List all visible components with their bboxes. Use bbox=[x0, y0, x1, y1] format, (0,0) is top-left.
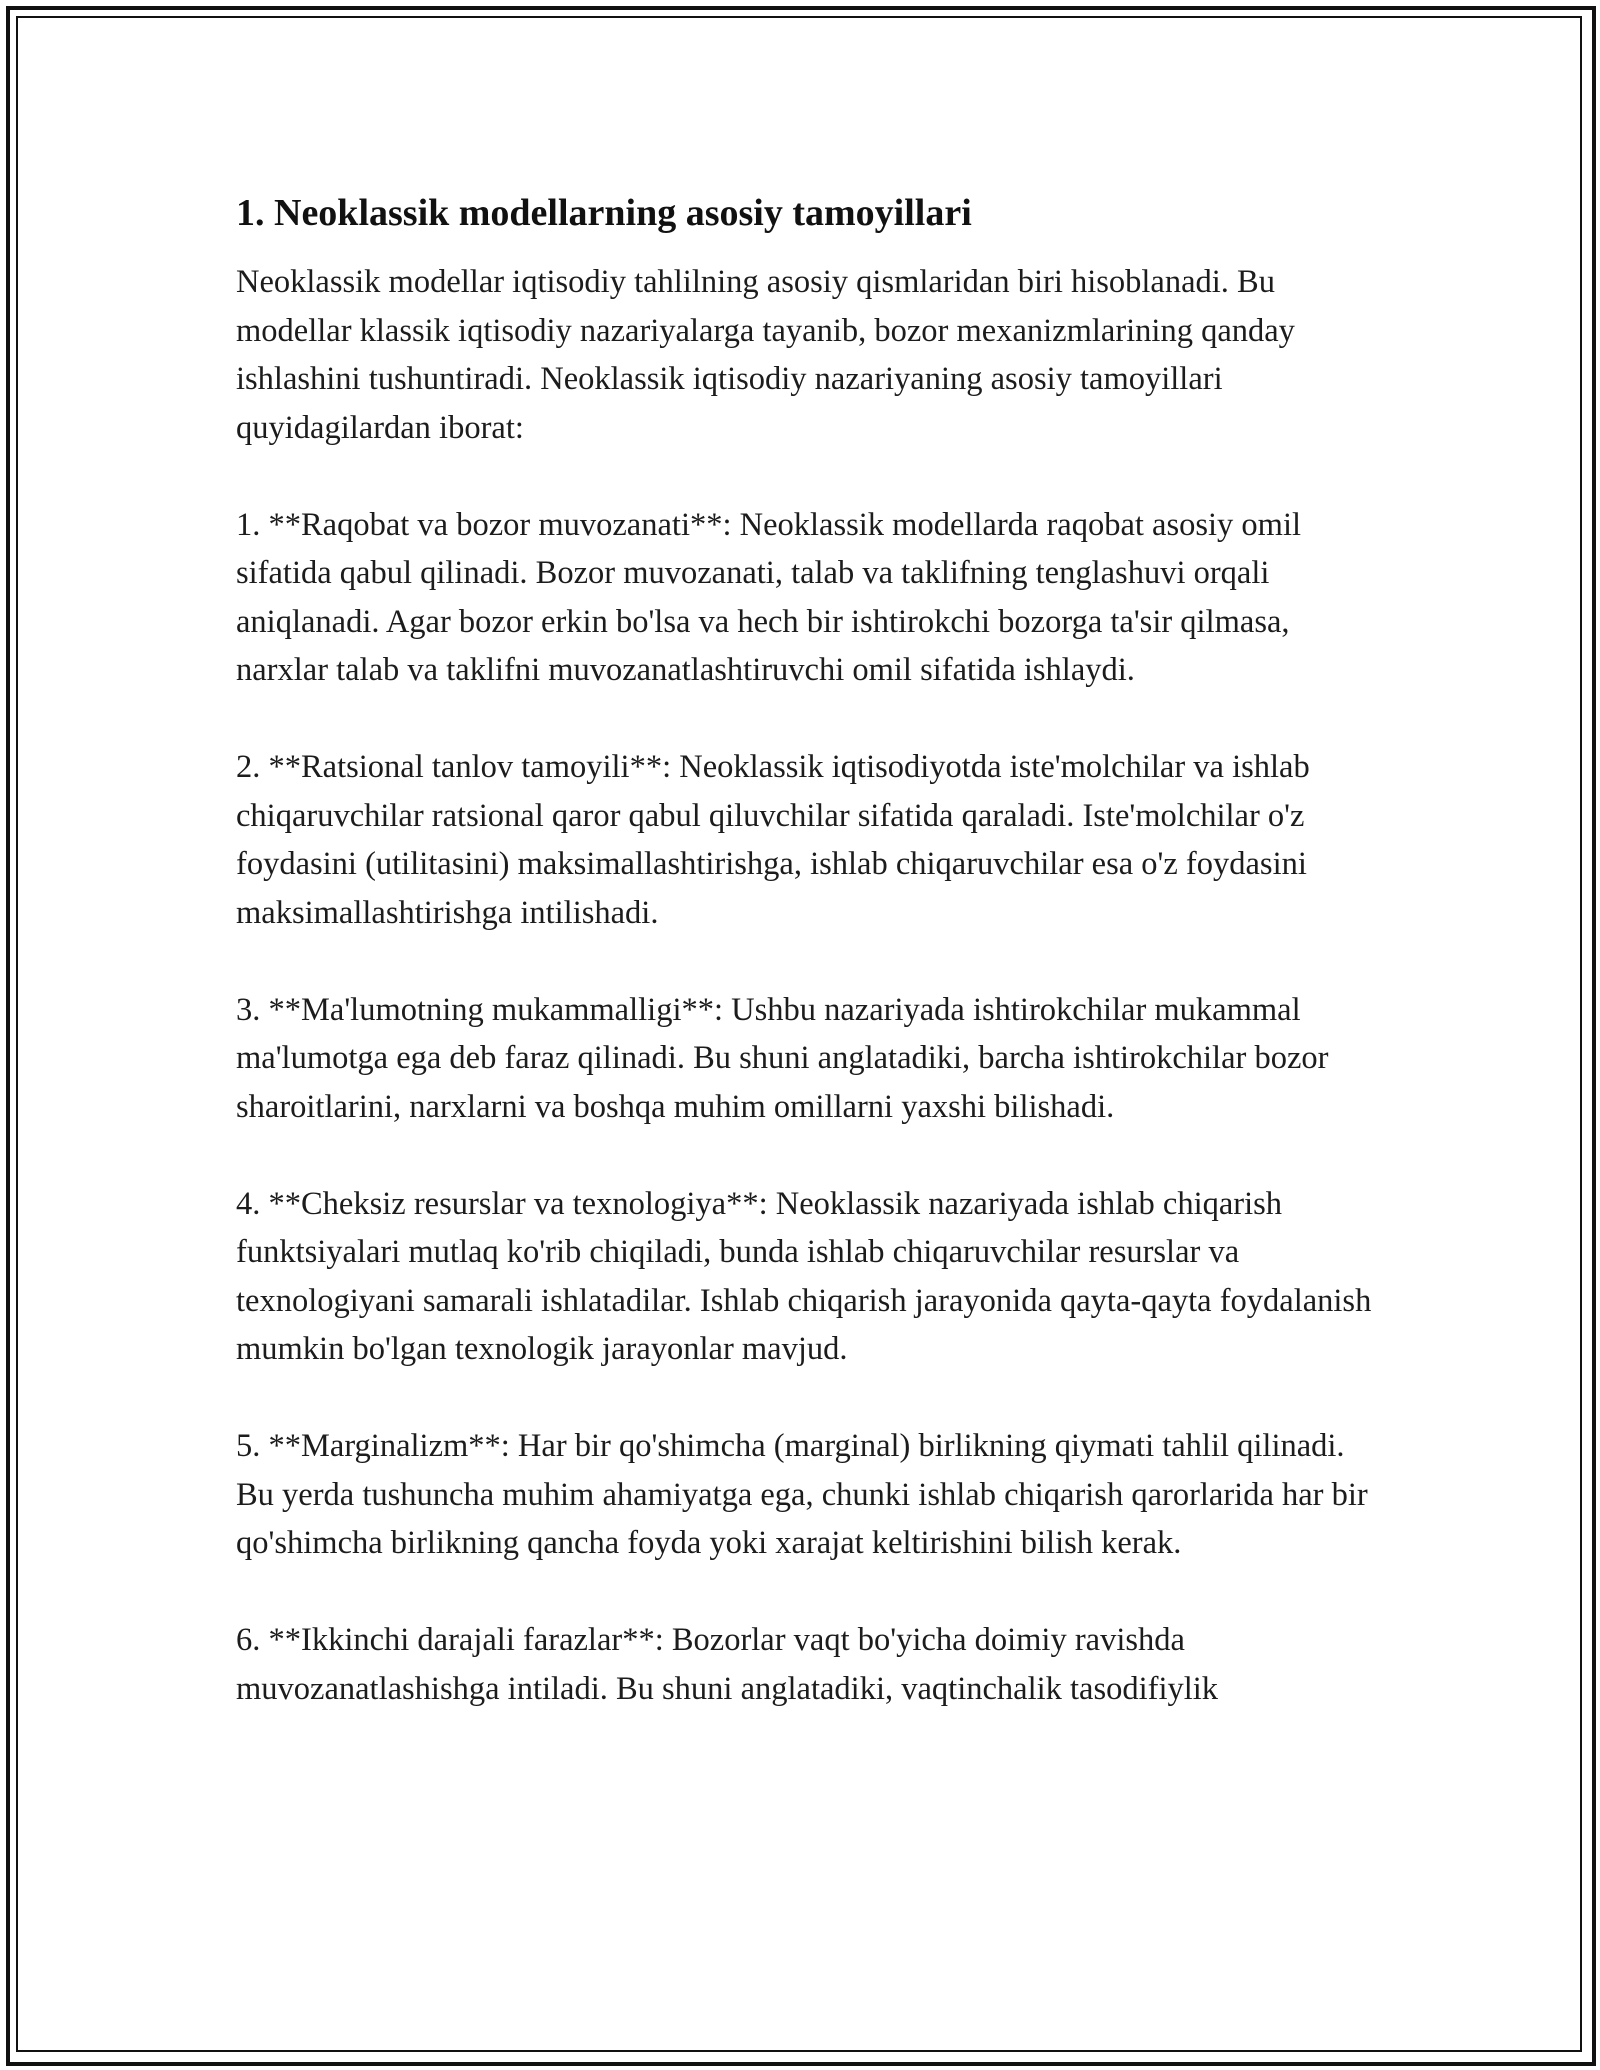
principle-6-paragraph: 6. **Ikkinchi darajali farazlar**: Bozorlar vaqt bo'yicha doimiy ravishda muvozanatlashishga intiladi. Bu shuni anglatadiki, vaqtinchalik tasodifiylik bbox=[236, 1622, 1219, 1707]
principle-3-paragraph: 3. **Ma'lumotning mukammalligi**: Ushbu nazariyada ishtirokchilar mukammal ma'lumotga ega deb faraz qilinadi. Bu shuni anglatadiki, barcha ishtirokchilar bozor sharoitlarini, narxlarni va boshqa muhim omillarni yaxshi bilishadi. bbox=[236, 991, 1329, 1125]
document-body bbox=[236, 188, 1376, 1762]
principle-4-paragraph: 4. **Cheksiz resurslar va texnologiya**: Neoklassik nazariyada ishlab chiqarish funktsiyalari mutlaq ko'rib chiqiladi, bunda ishlab chiqaruvchilar resurslar va texnologiyani samarali ishlatadilar. Ishlab chiqarish jarayonida qayta-qayta foydalanish mumkin bo'lgan texnologik jarayonlar mavjud. bbox=[236, 1185, 1372, 1367]
principle-2-paragraph: 2. **Ratsional tanlov tamoyili**: Neoklassik iqtisodiyotda iste'molchilar va ishlab chiqaruvchilar ratsional qaror qabul qiluvchilar sifatida qaraladi. Iste'molchilar o'z foydasini (utilitasini) maksimallashtirishga, ishlab chiqaruvchilar esa o'z foydasini maksimallashtirishga intilishadi. bbox=[236, 749, 1310, 931]
intro-paragraph: Neoklassik modellar iqtisodiy tahlilning asosiy qismlaridan biri hisoblanadi. Bu modellar klassik iqtisodiy nazariyalarga tayanib, bozor mexanizmlarining qanday ishlashini tushuntiradi. Neoklassik iqtisodiy nazariyaning asosiy tamoyillari quyidagilardan iborat: bbox=[236, 264, 1295, 446]
section-heading: 1. Neoklassik modellarning asosiy tamoyillari bbox=[236, 192, 972, 234]
principle-5-paragraph: 5. **Marginalizm**: Har bir qo'shimcha (marginal) birlikning qiymati tahlil qilinadi. Bu yerda tushuncha muhim ahamiyatga ega, chunki ishlab chiqarish qarorlarida har bir qo'shimcha birlikning qancha foyda yoki xarajat keltirishini bilish kerak. bbox=[236, 1428, 1368, 1561]
principle-1-paragraph: 1. **Raqobat va bozor muvozanati**: Neoklassik modellarda raqobat asosiy omil sifatida qabul qilinadi. Bozor muvozanati, talab va taklifning tenglashuvi orqali aniqlanadi. Agar bozor erkin bo'lsa va hech bir ishtirokchi bozorga ta'sir qilmasa, narxlar talab va taklifni muvozanatlashtiruvchi omil sifatida ishlaydi. bbox=[236, 506, 1302, 688]
